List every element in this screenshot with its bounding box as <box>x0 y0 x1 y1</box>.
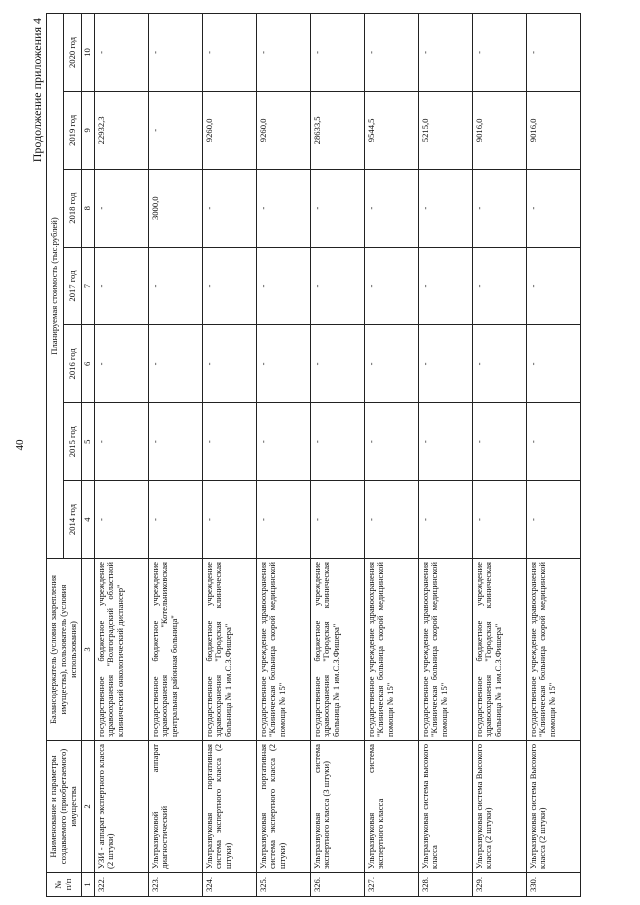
cost-value: - <box>94 169 148 247</box>
asset-name: Ультразвуковая система Высокого класса (2 штуки) <box>472 741 526 873</box>
column-numbers-row <box>81 14 94 897</box>
header-year: 2016 год <box>64 325 81 403</box>
cost-value: 28633,5 <box>310 91 364 169</box>
balance-holder: государственное учреждение здравоохранения "Клиническая больница скорой медицинской помощи № 15" <box>526 559 580 741</box>
table-row <box>472 14 526 897</box>
cost-value: - <box>472 403 526 481</box>
cost-value: - <box>256 14 310 92</box>
row-number: 326. <box>310 873 364 897</box>
header-year: 2015 год <box>64 403 81 481</box>
cost-value: - <box>418 169 472 247</box>
cost-value: - <box>202 169 256 247</box>
balance-holder: государственное учреждение здравоохранения "Клиническая больница скорой медицинской помощи № 15" <box>256 559 310 741</box>
cost-value: - <box>148 481 202 559</box>
header-year: 2020 год <box>64 14 81 92</box>
row-number: 323. <box>148 873 202 897</box>
header-name: Наименование и параметры создаваемого (приобретаемого) имущества <box>47 741 82 873</box>
table-row <box>148 14 202 897</box>
cost-value: - <box>148 403 202 481</box>
cost-value: - <box>310 14 364 92</box>
cost-value: - <box>364 403 418 481</box>
cost-value: - <box>418 481 472 559</box>
cost-value: - <box>526 325 580 403</box>
column-number: 10 <box>81 14 94 92</box>
cost-value: - <box>364 169 418 247</box>
asset-name: Ультразвуковая система экспертного класса <box>364 741 418 873</box>
cost-value: - <box>256 481 310 559</box>
cost-value: - <box>202 247 256 325</box>
column-number: 9 <box>81 91 94 169</box>
cost-value: - <box>310 169 364 247</box>
asset-name: УЗИ - аппарат экспертного класса (2 штуки) <box>94 741 148 873</box>
row-number: 329. <box>472 873 526 897</box>
cost-value: - <box>256 403 310 481</box>
cost-value: - <box>94 403 148 481</box>
appendix-caption: Продолжение приложения 4 <box>30 18 44 163</box>
header-year: 2014 год <box>64 481 81 559</box>
cost-value: - <box>526 169 580 247</box>
table-row <box>94 14 148 897</box>
table-row <box>256 14 310 897</box>
asset-name: Ультразвуковая система высокого класса <box>418 741 472 873</box>
cost-value: - <box>148 247 202 325</box>
cost-value: - <box>256 169 310 247</box>
table-row <box>526 14 580 897</box>
cost-value: - <box>256 325 310 403</box>
table-body <box>94 14 580 897</box>
cost-value: 9016,0 <box>526 91 580 169</box>
cost-value: - <box>256 247 310 325</box>
cost-value: - <box>472 481 526 559</box>
cost-value: - <box>526 481 580 559</box>
balance-holder: государственное бюджетное учреждение здравоохранения "Городская клиническая больница № 1 им.С.З.Фишера" <box>310 559 364 741</box>
row-number: 324. <box>202 873 256 897</box>
column-number: 5 <box>81 403 94 481</box>
table-row <box>202 14 256 897</box>
balance-holder: государственное учреждение здравоохранения "Клиническая больница скорой медицинской помощи № 15" <box>418 559 472 741</box>
asset-name: Ультразвуковой аппарат диагностический <box>148 741 202 873</box>
header-cost-group: Планируемая стоимость (тыс.рублей) <box>47 14 64 559</box>
property-table <box>46 13 581 897</box>
column-number: 8 <box>81 169 94 247</box>
cost-value: 9016,0 <box>472 91 526 169</box>
row-number: 325. <box>256 873 310 897</box>
cost-value: 5215,0 <box>418 91 472 169</box>
asset-name: Ультразвуковая система экспертного класса (3 штуки) <box>310 741 364 873</box>
cost-value: - <box>526 247 580 325</box>
cost-value: - <box>94 247 148 325</box>
cost-value: 9544,5 <box>364 91 418 169</box>
cost-value: - <box>94 14 148 92</box>
row-number: 327. <box>364 873 418 897</box>
cost-value: 22932,3 <box>94 91 148 169</box>
cost-value: - <box>202 481 256 559</box>
cost-value: - <box>364 14 418 92</box>
header-year: 2017 год <box>64 247 81 325</box>
balance-holder: государственное учреждение здравоохранения "Клиническая больница скорой медицинской помощи № 15" <box>364 559 418 741</box>
cost-value: - <box>94 481 148 559</box>
cost-value: - <box>418 247 472 325</box>
cost-value: - <box>202 325 256 403</box>
balance-holder: государственное бюджетное учреждение здравоохранения "Котельниковская центральная районная больница" <box>148 559 202 741</box>
header-holder: Балансодержатель (условия закрепления имущества), пользователь (условия использования) <box>47 559 82 741</box>
balance-holder: государственное бюджетное учреждение здравоохранения "Городская клиническая больница № 1 им.С.З.Фишера" <box>202 559 256 741</box>
cost-value: 9260,0 <box>256 91 310 169</box>
cost-value: - <box>526 403 580 481</box>
cost-value: - <box>472 169 526 247</box>
balance-holder: государственное бюджетное учреждение здравоохранения "Волгоградский областной клинический онкологический диспансер" <box>94 559 148 741</box>
cost-value: - <box>310 481 364 559</box>
table-row <box>364 14 418 897</box>
header-year: 2018 год <box>64 169 81 247</box>
column-number: 6 <box>81 325 94 403</box>
cost-value: - <box>472 14 526 92</box>
table-row <box>310 14 364 897</box>
column-number: 1 <box>81 873 94 897</box>
column-number: 4 <box>81 481 94 559</box>
asset-name: Ультразвуковая система Высокого класса (2 штуки) <box>526 741 580 873</box>
cost-value: - <box>364 481 418 559</box>
cost-value: - <box>310 247 364 325</box>
header-num: № п/п <box>47 873 82 897</box>
cost-value: - <box>418 325 472 403</box>
cost-value: - <box>472 325 526 403</box>
asset-name: Ультразвуковая портативная система экспертного класса (2 штуки) <box>256 741 310 873</box>
cost-value: - <box>94 325 148 403</box>
header-year: 2019 год <box>64 91 81 169</box>
cost-value: - <box>472 247 526 325</box>
row-number: 328. <box>418 873 472 897</box>
cost-value: - <box>526 14 580 92</box>
page-number: 40 <box>14 439 26 451</box>
cost-value: - <box>202 403 256 481</box>
cost-value: - <box>310 325 364 403</box>
balance-holder: государственное бюджетное учреждение здравоохранения "Городская клиническая больница № 1 им.С.З.Фишера" <box>472 559 526 741</box>
cost-value: 9260,0 <box>202 91 256 169</box>
cost-value: 3000,0 <box>148 169 202 247</box>
table-row <box>418 14 472 897</box>
cost-value: - <box>148 91 202 169</box>
cost-value: - <box>364 247 418 325</box>
asset-name: Ультразвуковая портативная система экспертного класса (2 штуки) <box>202 741 256 873</box>
cost-value: - <box>418 403 472 481</box>
cost-value: - <box>148 325 202 403</box>
cost-value: - <box>202 14 256 92</box>
cost-value: - <box>148 14 202 92</box>
column-number: 3 <box>81 559 94 741</box>
cost-value: - <box>364 325 418 403</box>
column-number: 7 <box>81 247 94 325</box>
cost-value: - <box>418 14 472 92</box>
row-number: 330. <box>526 873 580 897</box>
row-number: 322. <box>94 873 148 897</box>
cost-value: - <box>310 403 364 481</box>
column-number: 2 <box>81 741 94 873</box>
